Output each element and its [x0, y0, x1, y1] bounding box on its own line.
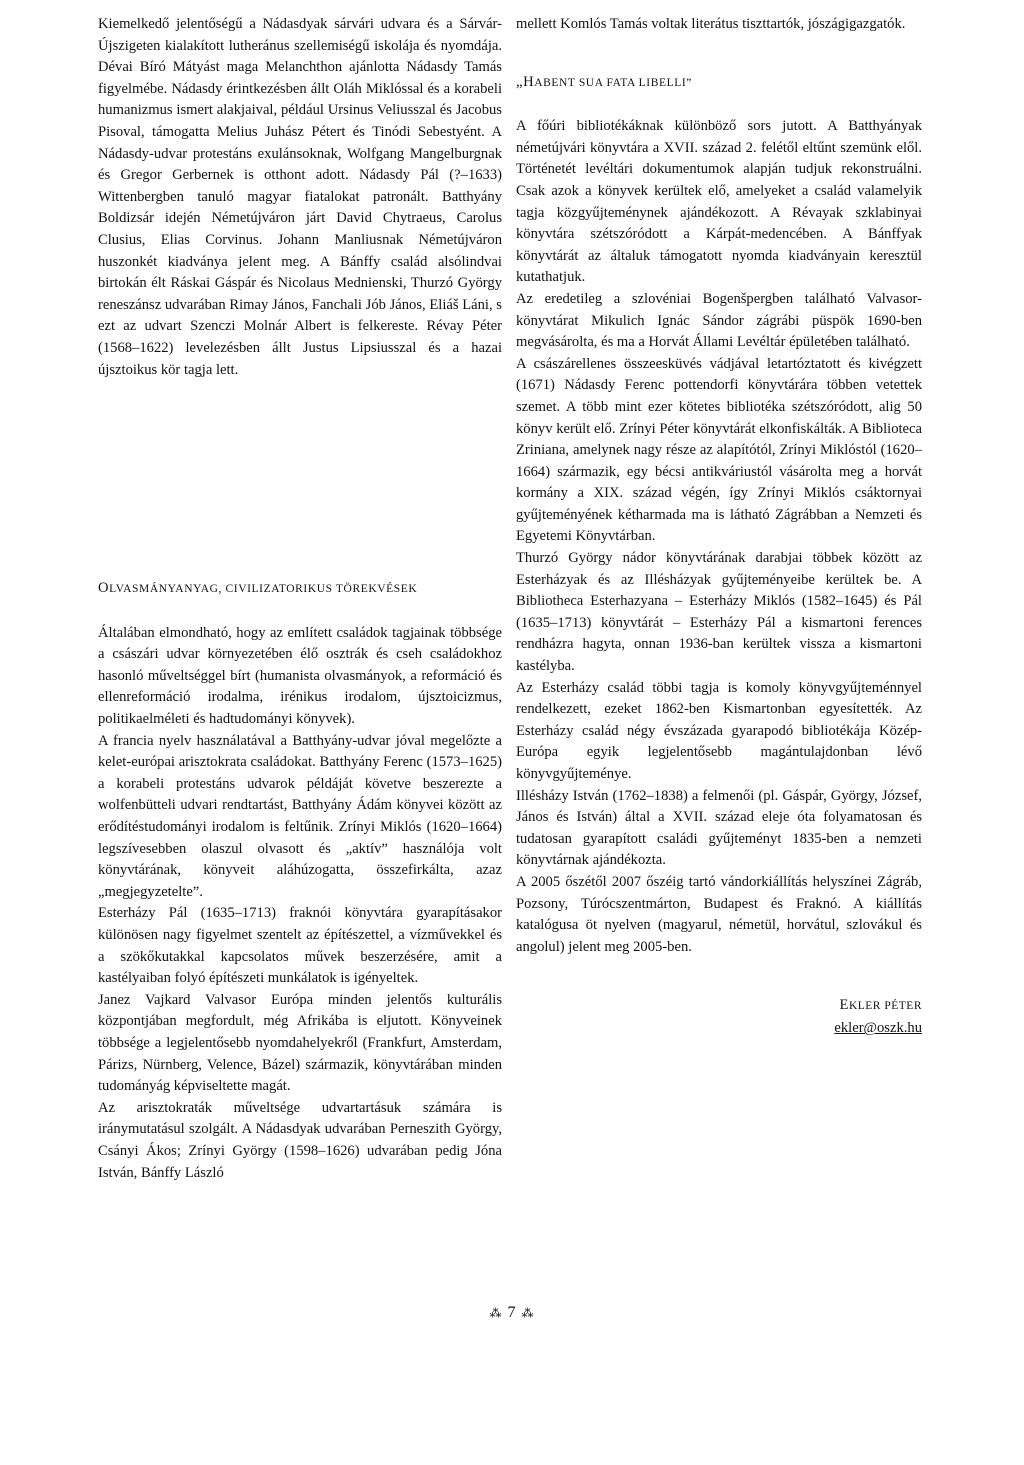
ornament-right: ⁂ — [521, 1306, 535, 1320]
section-heading-habent-sua-fata — [516, 72, 922, 95]
paragraph-5: Az Esterházy család többi tagja is komoly könyvgyűjteménnyel rendelkezett, ezeket 1862-ben Kismartonban egyesítették. Az Esterházy család négy évszázada gyarapodó bibliotékája Közép-Európa egyik legjelentősebb magántulajdonban lévő könyvgyűjteménye. — [516, 679, 922, 782]
heading-text: LVASMÁNYANYAG, CIVILIZATORIKUS TÖREKVÉSEK — [109, 583, 418, 596]
paragraph-2: A francia nyelv használatával a Batthyány-udvar jóval megelőzte a kelet-európai arisztokrata családokat. Batthyány Ferenc (1573–1625) a korabeli protestáns udvarok példáját követve beszerezte a wolfenbütteli udvari rendtartást, Batthyány Ádám könyvei között az erődítéstudományi irodalom is feltűnik. Zrínyi Miklós (1620–1664) legszívesebben olaszul olvasott és „aktív” használója volt könyvtárának, könyveit aláhúzogatta, összefirkálta, azaz „megjegyzetelte”. — [98, 732, 502, 900]
paragraph-4: Janez Vajkard Valvasor Európa minden jelentős kulturális központjában megfordult, még Afrikába is eljutott. Könyveinek többsége a legjelentősebb nyomdahelyekről (Frankfurt, Amsterdam, Párizs, Nürnberg, Velence, Bázel) származik, könyvtárában minden tudományág képviseltette magát. — [98, 991, 502, 1095]
paragraph-6: Illésházy István (1762–1838) a felmenői (pl. Gáspár, György, József, János és István) által a XVII. század eleje óta folyamatosan és tudatosan gyarapított családi gyűjteményt 1835-ben a nemzeti könyvtárnak ajándékozta. — [516, 787, 922, 869]
paragraph-2: Az eredetileg a szlovéniai Bogenšpergben található Valvasor-könyvtárat Mikulich Ignác Sándor zágrábi püspök 1690-ben megvásárolta, és ma a Horvát Állami Levéltár épületében található. — [516, 290, 922, 351]
page-number: 7 — [507, 1304, 517, 1321]
author-email-line — [516, 1017, 922, 1039]
left-column — [98, 14, 502, 1184]
paragraph-5: Az arisztokraták műveltsége udvartartásuk számára is iránymutatásul szolgált. A Nádasdyak udvarában Perneszith György, Csányi Ákos; Zrínyi György (1598–1626) udvarában pedig Jóna István, Bánffy László — [98, 1099, 502, 1181]
heading-initial: „H — [516, 73, 535, 90]
ornament-left: ⁂ — [489, 1306, 503, 1320]
author-signature — [516, 994, 922, 1017]
paragraph-7: A 2005 őszétől 2007 őszéig tartó vándorkiállítás helyszínei Zágráb, Pozsony, Túrócszentmárton, Budapest és Fraknó. A kiállítás katalógusa öt nyelven (magyarul, németül, horvátul, szlovákul és angolul) jelent meg 2005-ben. — [516, 873, 922, 955]
author-name — [839, 997, 922, 1014]
intro-paragraph: Kiemelkedő jelentőségű a Nádasdyak sárvári udvara és a Sárvár-Újszigeten kialakított lutheránus szellemiségű iskolája és nyomdája. Dévai Bíró Mátyást maga Melanchthon ajánlotta Nádasdy Tamás figyelmébe. Nádasdy érintkezésben állt Oláh Miklóssal és a korabeli humanizmus ismert alakjaival, például Ursinus Veliusszal és Jacobus Pisoval, támogatta Melius Juhász Pétert és Tinódi Sebestyént. A Nádasdy-udvar protestáns exulánsoknak, Wolfgang Mangelburgnak és Gregor Gerbernek is otthont adott. Nádasdy Pál (?–1633) Wittenbergben tanuló magyar fiatalokat patronált. Batthyány Boldizsár idején Németújváron járt David Chytraeus, Carolus Clusius, Elias Corvinus. Johann Manliusnak Németújváron huszonkét kiadványa jelent meg. A Bánffy család alsólindvai birtokán élt Ráskai Gáspár és Nicolaus Mednienski, Thurzó György reneszánsz udvarában Rimay János, Fanchali Jób János, Eliáš Láni, s ezt az udvart Szenczi Molnár Albert is felkereste. Révay Péter (1568–1622) levelezésben állt Justus Lipsiusszal és a hazai újsztoikus kör tagja lett. — [98, 16, 502, 378]
paragraph-4: Thurzó György nádor könyvtárának darabjai többek között az Esterházyak és az Illésházyak gyűjteményeibe kerültek be. A Bibliotheca Esterhazyana – Esterházy Miklós (1582–1645) és Pál (1635–1713) könyvtárát – Esterházy Pál a kismartoni ferences rendházra hagyta, onnan 1936-ban kerültek vissza a kismartoni kastélyba. — [516, 550, 922, 675]
author-email-link[interactable]: ekler@oszk.hu — [834, 1020, 922, 1037]
paragraph-3: A császárellenes összeesküvés vádjával letartóztatott és kivégzett (1671) Nádasdy Ferenc pottendorfi könyvtárára többen vetettek szemet. A több mint ezer kötetes bibliotéka szétszóródott, alig 50 könyv került elő. Zrínyi Péter könyvtárát elkonfiskálták. A Biblioteca Zriniana, amelynek nagy része az alapítótól, Zrínyi Miklóstól (1620–1664) származik, egy bécsi antikváriustól vásárolta meg a horvát kormány a XIX. század végén, így Zrínyi Miklós csáktornyai gyűjteményének kétharmada ma is látható Zágrábban a Nemzeti és Egyetemi Könyvtárban. — [516, 355, 922, 545]
right-column — [516, 14, 922, 1039]
page-footer — [0, 1304, 1024, 1322]
author-name-initial: E — [839, 997, 849, 1014]
paragraph-1: A főúri bibliotékáknak különböző sors jutott. A Batthyányak németújvári könyvtára a XVII. század 2. felétől eltűnt szemünk elől. Történetét levéltári dokumentumok alapján tudjuk rekonstruálni. Csak azok a könyvek kerültek elő, amelyeket a család valamelyik tagja közgyűjteménynek ajándékozott. A Révayak szklabinyai könyvtára szétszóródott a Kárpát-medencében. A Bánffyak könyvtárát az általuk támogatott nyomda kiadványain keresztül kutathatjuk. — [516, 118, 922, 286]
heading-text: ABENT SUA FATA LIBELLI” — [534, 76, 693, 89]
heading-initial: O — [98, 580, 110, 597]
continuation-paragraph: mellett Komlós Tamás voltak literátus tiszttartók, jószágigazgatók. — [516, 16, 906, 32]
author-name-rest: KLER PÉTER — [848, 1000, 922, 1013]
paragraph-3: Esterházy Pál (1635–1713) fraknói könyvtára gyarapításakor különösen nagy figyelmet szentelt az építészettel, a vízművekkel és a szökőkutakkal kapcsolatos művek beszerzésére, amit a kastélyaiban folyó építészeti munkálatok is igényeltek. — [98, 905, 502, 987]
section-heading-olvasmanyanyag — [98, 578, 502, 601]
paragraph-1: Általában elmondható, hogy az említett családok tagjainak többsége a császári udvar környezetében élő osztrák és cseh családokhoz hasonló műveltséggel bírt (humanista olvasmányok, a reformáció és ellenreformáció irodalma, irénikus irodalom, újsztoicizmus, politikaelméleti és hadtudományi könyvek). — [98, 624, 502, 728]
